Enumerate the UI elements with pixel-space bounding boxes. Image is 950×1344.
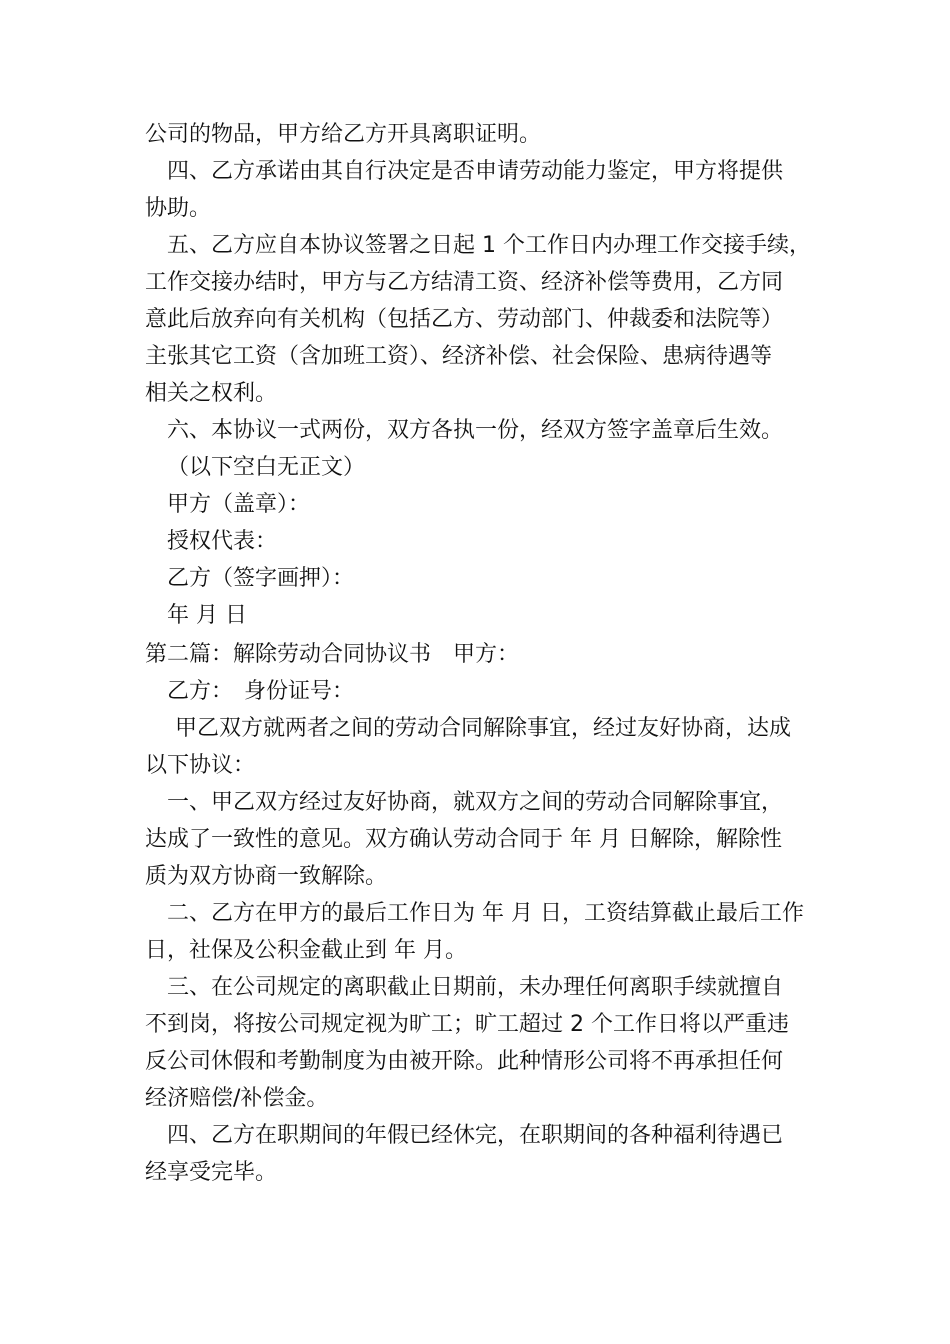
text-line: 工作交接办结时，甲方与乙方结清工资、经济补偿等费用，乙方同 (145, 270, 784, 295)
text-line: 年 月 日 (167, 603, 247, 628)
text-line: 三、在公司规定的离职截止日期前，未办理任何离职手续就擅自 (167, 975, 784, 1000)
text-line: 经享受完毕。 (145, 1160, 278, 1185)
text-line: 不到岗，将按公司规定视为旷工；旷工超过 2 个工作日将以严重违 (145, 1012, 789, 1037)
text-line: 主张其它工资（含加班工资）、经济补偿、社会保险、患病待遇等 (145, 344, 773, 369)
text-line: 乙方（签字画押）： (167, 566, 355, 591)
text-line: 相关之权利。 (145, 381, 278, 406)
section-heading: 第二篇：解除劳动合同协议书 甲方： (145, 642, 520, 667)
text-line: 达成了一致性的意见。双方确认劳动合同于 年 月 日解除，解除性 (145, 827, 782, 852)
text-line: 甲方（盖章）： (167, 492, 311, 517)
text-line: 协助。 (145, 196, 212, 221)
text-line: 以下协议： (145, 753, 256, 778)
text-line: 四、乙方在职期间的年假已经休完，在职期间的各种福利待遇已 (167, 1123, 784, 1148)
text-line: 二、乙方在甲方的最后工作日为 年 月 日，工资结算截止最后工作 (167, 901, 804, 926)
text-line: 甲乙双方就两者之间的劳动合同解除事宜，经过友好协商，达成 (175, 716, 792, 741)
text-line: （以下空白无正文） (167, 455, 366, 480)
text-line: 乙方： 身份证号： (167, 679, 355, 704)
text-line: 六、本协议一式两份，双方各执一份，经双方签字盖章后生效。 (167, 418, 784, 443)
text-line: 意此后放弃向有关机构（包括乙方、劳动部门、仲裁委和法院等） (145, 307, 784, 332)
text-line: 五、乙方应自本协议签署之日起 1 个工作日内办理工作交接手续， (167, 233, 811, 258)
text-line: 公司的物品，甲方给乙方开具离职证明。 (145, 122, 542, 147)
text-line: 反公司休假和考勤制度为由被开除。此种情形公司将不再承担任何 (145, 1049, 784, 1074)
text-line: 质为双方协商一致解除。 (145, 864, 388, 889)
text-line: 经济赔偿/补偿金。 (145, 1086, 329, 1111)
text-line: 日，社保及公积金截止到 年 月。 (145, 938, 467, 963)
text-line: 四、乙方承诺由其自行决定是否申请劳动能力鉴定，甲方将提供 (167, 159, 784, 184)
text-line: 授权代表： (167, 529, 278, 554)
text-line: 一、甲乙双方经过友好协商，就双方之间的劳动合同解除事宜， (167, 790, 784, 815)
